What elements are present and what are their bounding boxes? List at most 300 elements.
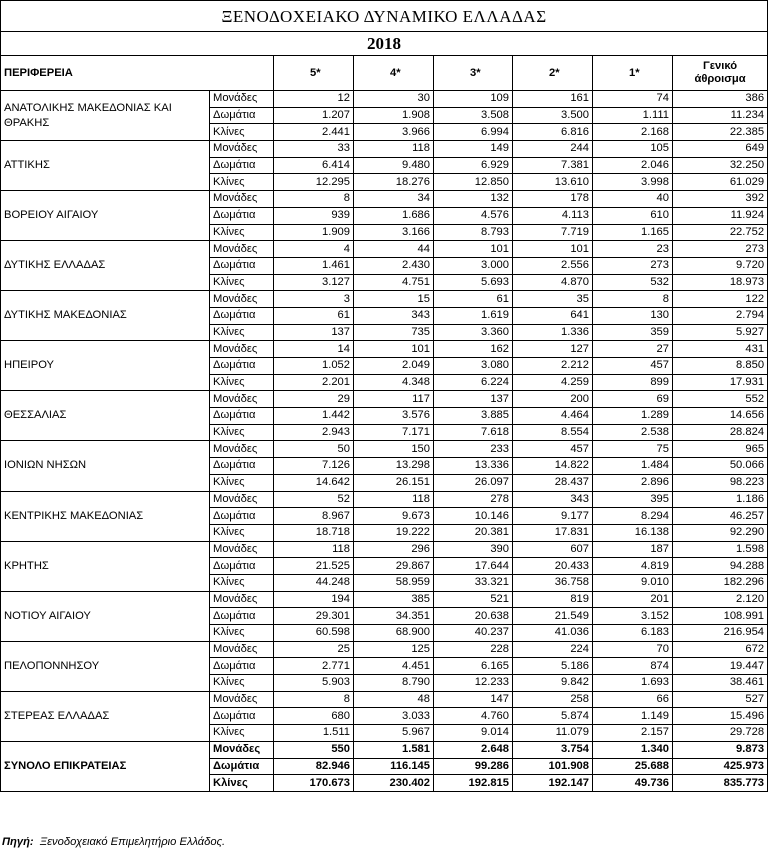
value-cell: 390 [434,541,513,558]
value-cell: 457 [593,358,673,375]
value-cell: 2.896 [593,474,673,491]
value-cell: 8.793 [434,224,513,241]
grand-total-cell: 122 [673,291,768,308]
value-cell: 178 [513,191,593,208]
value-cell: 17.831 [513,524,593,541]
header-region: ΠΕΡΙΦΕΡΕΙΑ [1,56,274,91]
value-cell: 4.464 [513,408,593,425]
value-cell: 8.790 [354,675,434,692]
value-cell: 3.508 [434,107,513,124]
metric-label: Κλίνες [210,424,274,441]
grand-total-cell: 386 [673,91,768,108]
value-cell: 457 [513,441,593,458]
grand-total-cell: 46.257 [673,508,768,525]
value-cell: 12.850 [434,174,513,191]
value-cell: 105 [593,141,673,158]
value-cell: 2.556 [513,257,593,274]
value-cell: 899 [593,374,673,391]
value-cell: 9.842 [513,675,593,692]
metric-label: Κλίνες [210,625,274,642]
grand-total-cell: 8.850 [673,358,768,375]
value-cell: 641 [513,307,593,324]
value-cell: 3.166 [354,224,434,241]
value-cell: 2.168 [593,124,673,141]
value-cell: 6.816 [513,124,593,141]
grand-total-cell: 273 [673,241,768,258]
value-cell: 273 [593,257,673,274]
value-cell: 25.688 [593,758,673,775]
value-cell: 2.430 [354,257,434,274]
value-cell: 1.908 [354,107,434,124]
region-name: ΒΟΡΕΙΟΥ ΑΙΓΑΙΟΥ [1,191,210,241]
value-cell: 8 [593,291,673,308]
table-title: ΞΕΝΟΔΟΧΕΙΑΚΟ ΔΥΝΑΜΙΚΟ ΕΛΛΑΔΑΣ [1,1,768,32]
grand-total-cell: 22.752 [673,224,768,241]
value-cell: 8.967 [274,508,354,525]
value-cell: 1.289 [593,408,673,425]
value-cell: 34.351 [354,608,434,625]
grand-total-cell: 18.973 [673,274,768,291]
grand-total-cell: 431 [673,341,768,358]
value-cell: 343 [513,491,593,508]
grand-total-cell: 17.931 [673,374,768,391]
value-cell: 149 [434,141,513,158]
value-cell: 29 [274,391,354,408]
table-row [1,241,768,258]
value-cell: 3.754 [513,741,593,758]
metric-label: Μονάδες [210,591,274,608]
grand-total-cell: 98.223 [673,474,768,491]
value-cell: 17.644 [434,558,513,575]
value-cell: 21.549 [513,608,593,625]
value-cell: 296 [354,541,434,558]
value-cell: 4.113 [513,207,593,224]
value-cell: 1.336 [513,324,593,341]
value-cell: 3.080 [434,358,513,375]
value-cell: 187 [593,541,673,558]
metric-label: Δωμάτια [210,257,274,274]
metric-label: Κλίνες [210,374,274,391]
value-cell: 20.433 [513,558,593,575]
value-cell: 395 [593,491,673,508]
value-cell: 101 [354,341,434,358]
value-cell: 1.581 [354,741,434,758]
grand-total-cell: 9.873 [673,741,768,758]
value-cell: 3.360 [434,324,513,341]
table-year: 2018 [1,32,768,56]
value-cell: 194 [274,591,354,608]
value-cell: 15 [354,291,434,308]
grand-total-cell: 552 [673,391,768,408]
value-cell: 6.929 [434,157,513,174]
grand-total-cell: 392 [673,191,768,208]
value-cell: 28.437 [513,474,593,491]
value-cell: 109 [434,91,513,108]
metric-label: Δωμάτια [210,658,274,675]
value-cell: 3.998 [593,174,673,191]
table-row [1,391,768,408]
grand-total-cell: 5.927 [673,324,768,341]
value-cell: 1.484 [593,458,673,475]
value-cell: 5.186 [513,658,593,675]
value-cell: 2.771 [274,658,354,675]
source-note [2,836,225,848]
metric-label: Δωμάτια [210,758,274,775]
value-cell: 13.336 [434,458,513,475]
value-cell: 5.874 [513,708,593,725]
source-label: Πηγή: [2,836,34,848]
value-cell: 2.212 [513,358,593,375]
value-cell: 30 [354,91,434,108]
grand-total-cell: 1.186 [673,491,768,508]
value-cell: 147 [434,691,513,708]
metric-label: Δωμάτια [210,157,274,174]
value-cell: 385 [354,591,434,608]
value-cell: 5.693 [434,274,513,291]
grand-total-cell: 11.924 [673,207,768,224]
table-row [1,441,768,458]
value-cell: 5.967 [354,725,434,742]
header-3-star: 3* [434,56,513,91]
value-cell: 610 [593,207,673,224]
value-cell: 14.822 [513,458,593,475]
metric-label: Δωμάτια [210,458,274,475]
value-cell: 680 [274,708,354,725]
value-cell: 874 [593,658,673,675]
value-cell: 228 [434,641,513,658]
value-cell: 101 [513,241,593,258]
value-cell: 233 [434,441,513,458]
value-cell: 9.177 [513,508,593,525]
value-cell: 1.686 [354,207,434,224]
grand-total-cell: 92.290 [673,524,768,541]
grand-total-cell: 15.496 [673,708,768,725]
metric-label: Μονάδες [210,91,274,108]
value-cell: 1.619 [434,307,513,324]
value-cell: 61 [274,307,354,324]
value-cell: 9.673 [354,508,434,525]
metric-label: Κλίνες [210,524,274,541]
region-name: ΘΕΣΣΑΛΙΑΣ [1,391,210,441]
grand-total-cell: 38.461 [673,675,768,692]
value-cell: 244 [513,141,593,158]
metric-label: Κλίνες [210,324,274,341]
value-cell: 4.819 [593,558,673,575]
value-cell: 33 [274,141,354,158]
value-cell: 20.638 [434,608,513,625]
value-cell: 29.301 [274,608,354,625]
value-cell: 132 [434,191,513,208]
value-cell: 8.554 [513,424,593,441]
value-cell: 6.224 [434,374,513,391]
value-cell: 52 [274,491,354,508]
value-cell: 75 [593,441,673,458]
region-name: ΙΟΝΙΩΝ ΝΗΣΩΝ [1,441,210,491]
header-4-star: 4* [354,56,434,91]
value-cell: 44.248 [274,574,354,591]
value-cell: 7.126 [274,458,354,475]
grand-total-cell: 108.991 [673,608,768,625]
value-cell: 13.610 [513,174,593,191]
value-cell: 3.000 [434,257,513,274]
metric-label: Μονάδες [210,241,274,258]
table-row [1,741,768,758]
metric-label: Δωμάτια [210,708,274,725]
value-cell: 137 [274,324,354,341]
value-cell: 4.348 [354,374,434,391]
value-cell: 4 [274,241,354,258]
value-cell: 161 [513,91,593,108]
grand-total-cell: 50.066 [673,458,768,475]
value-cell: 117 [354,391,434,408]
metric-label: Μονάδες [210,541,274,558]
value-cell: 1.111 [593,107,673,124]
grand-total-cell: 29.728 [673,725,768,742]
grand-total-cell: 965 [673,441,768,458]
value-cell: 4.870 [513,274,593,291]
value-cell: 10.146 [434,508,513,525]
metric-label: Δωμάτια [210,508,274,525]
value-cell: 137 [434,391,513,408]
value-cell: 99.286 [434,758,513,775]
table-row [1,641,768,658]
value-cell: 150 [354,441,434,458]
value-cell: 23 [593,241,673,258]
header-2-star: 2* [513,56,593,91]
metric-label: Κλίνες [210,174,274,191]
metric-label: Κλίνες [210,775,274,792]
metric-label: Μονάδες [210,441,274,458]
value-cell: 18.718 [274,524,354,541]
grand-total-cell: 19.447 [673,658,768,675]
region-name: ΔΥΤΙΚΗΣ ΕΛΛΑΔΑΣ [1,241,210,291]
grand-total-cell: 9.720 [673,257,768,274]
value-cell: 101.908 [513,758,593,775]
metric-label: Κλίνες [210,474,274,491]
value-cell: 74 [593,91,673,108]
metric-label: Μονάδες [210,491,274,508]
value-cell: 8 [274,191,354,208]
metric-label: Δωμάτια [210,358,274,375]
value-cell: 192.147 [513,775,593,792]
value-cell: 939 [274,207,354,224]
table-row [1,491,768,508]
value-cell: 9.480 [354,157,434,174]
value-cell: 68.900 [354,625,434,642]
value-cell: 18.276 [354,174,434,191]
value-cell: 33.321 [434,574,513,591]
value-cell: 50 [274,441,354,458]
value-cell: 26.097 [434,474,513,491]
value-cell: 192.815 [434,775,513,792]
source-text: Ξενοδοχειακό Επιμελητήριο Ελλάδος. [39,836,226,848]
value-cell: 13.298 [354,458,434,475]
table-row [1,341,768,358]
metric-label: Μονάδες [210,291,274,308]
value-cell: 4.451 [354,658,434,675]
value-cell: 2.046 [593,157,673,174]
value-cell: 48 [354,691,434,708]
value-cell: 41.036 [513,625,593,642]
value-cell: 1.207 [274,107,354,124]
grand-total-cell: 2.120 [673,591,768,608]
value-cell: 12 [274,91,354,108]
value-cell: 3.127 [274,274,354,291]
region-name: ΣΤΕΡΕΑΣ ΕΛΛΑΔΑΣ [1,691,210,741]
value-cell: 34 [354,191,434,208]
value-cell: 9.010 [593,574,673,591]
region-name: ΚΕΝΤΡΙΚΗΣ ΜΑΚΕΔΟΝΙΑΣ [1,491,210,541]
value-cell: 2.441 [274,124,354,141]
value-cell: 532 [593,274,673,291]
grand-total-cell: 32.250 [673,157,768,174]
value-cell: 118 [354,491,434,508]
value-cell: 2.157 [593,725,673,742]
metric-label: Δωμάτια [210,608,274,625]
grand-total-cell: 649 [673,141,768,158]
value-cell: 4.760 [434,708,513,725]
value-cell: 4.576 [434,207,513,224]
metric-label: Μονάδες [210,691,274,708]
value-cell: 29.867 [354,558,434,575]
value-cell: 3.152 [593,608,673,625]
value-cell: 16.138 [593,524,673,541]
value-cell: 60.598 [274,625,354,642]
value-cell: 40.237 [434,625,513,642]
value-cell: 118 [274,541,354,558]
metric-label: Μονάδες [210,641,274,658]
grand-total-cell: 672 [673,641,768,658]
value-cell: 343 [354,307,434,324]
metric-label: Κλίνες [210,224,274,241]
metric-label: Μονάδες [210,341,274,358]
value-cell: 1.909 [274,224,354,241]
value-cell: 12.233 [434,675,513,692]
value-cell: 21.525 [274,558,354,575]
value-cell: 66 [593,691,673,708]
value-cell: 70 [593,641,673,658]
table-row [1,191,768,208]
value-cell: 162 [434,341,513,358]
region-name: ΑΝΑΤΟΛΙΚΗΣ ΜΑΚΕΔΟΝΙΑΣ ΚΑΙ ΘΡΑΚΗΣ [1,91,210,141]
metric-label: Κλίνες [210,574,274,591]
value-cell: 36.758 [513,574,593,591]
value-cell: 14 [274,341,354,358]
value-cell: 127 [513,341,593,358]
value-cell: 61 [434,291,513,308]
metric-label: Δωμάτια [210,408,274,425]
table-row [1,591,768,608]
grand-total-cell: 94.288 [673,558,768,575]
value-cell: 7.171 [354,424,434,441]
value-cell: 58.959 [354,574,434,591]
value-cell: 118 [354,141,434,158]
value-cell: 2.049 [354,358,434,375]
table-row [1,91,768,108]
value-cell: 125 [354,641,434,658]
grand-total-cell: 28.824 [673,424,768,441]
value-cell: 607 [513,541,593,558]
value-cell: 5.903 [274,675,354,692]
value-cell: 101 [434,241,513,258]
value-cell: 170.673 [274,775,354,792]
metric-label: Δωμάτια [210,558,274,575]
value-cell: 3.500 [513,107,593,124]
value-cell: 2.943 [274,424,354,441]
value-cell: 116.145 [354,758,434,775]
metric-label: Δωμάτια [210,307,274,324]
metric-label: Μονάδες [210,741,274,758]
metric-label: Μονάδες [210,191,274,208]
value-cell: 49.736 [593,775,673,792]
value-cell: 1.693 [593,675,673,692]
value-cell: 201 [593,591,673,608]
header-grand-total: Γενικό άθροισμα [673,56,768,91]
value-cell: 9.014 [434,725,513,742]
region-name: ΑΤΤΙΚΗΣ [1,141,210,191]
grand-total-cell: 22.385 [673,124,768,141]
value-cell: 27 [593,341,673,358]
table-row [1,541,768,558]
header-1-star: 1* [593,56,673,91]
value-cell: 12.295 [274,174,354,191]
value-cell: 258 [513,691,593,708]
grand-total-cell: 14.656 [673,408,768,425]
metric-label: Μονάδες [210,141,274,158]
total-region-name: ΣΥΝΟΛΟ ΕΠΙΚΡΑΤΕΙΑΣ [1,741,210,791]
value-cell: 2.648 [434,741,513,758]
value-cell: 26.151 [354,474,434,491]
metric-label: Δωμάτια [210,207,274,224]
value-cell: 2.538 [593,424,673,441]
value-cell: 1.165 [593,224,673,241]
table-row [1,291,768,308]
region-name: ΗΠΕΙΡΟΥ [1,341,210,391]
value-cell: 521 [434,591,513,608]
grand-total-cell: 11.234 [673,107,768,124]
value-cell: 1.052 [274,358,354,375]
table-row [1,141,768,158]
value-cell: 2.201 [274,374,354,391]
value-cell: 25 [274,641,354,658]
value-cell: 14.642 [274,474,354,491]
value-cell: 7.381 [513,157,593,174]
grand-total-cell: 216.954 [673,625,768,642]
metric-label: Κλίνες [210,675,274,692]
value-cell: 1.511 [274,725,354,742]
grand-total-cell: 527 [673,691,768,708]
value-cell: 7.719 [513,224,593,241]
table-row [1,691,768,708]
value-cell: 11.079 [513,725,593,742]
value-cell: 44 [354,241,434,258]
value-cell: 130 [593,307,673,324]
value-cell: 69 [593,391,673,408]
metric-label: Κλίνες [210,124,274,141]
value-cell: 550 [274,741,354,758]
header-5-star: 5* [274,56,354,91]
metric-label: Κλίνες [210,274,274,291]
value-cell: 1.149 [593,708,673,725]
value-cell: 278 [434,491,513,508]
region-name: ΠΕΛΟΠΟΝΝΗΣΟΥ [1,641,210,691]
value-cell: 3.033 [354,708,434,725]
value-cell: 3.576 [354,408,434,425]
metric-label: Κλίνες [210,725,274,742]
value-cell: 40 [593,191,673,208]
grand-total-cell: 425.973 [673,758,768,775]
grand-total-cell: 835.773 [673,775,768,792]
